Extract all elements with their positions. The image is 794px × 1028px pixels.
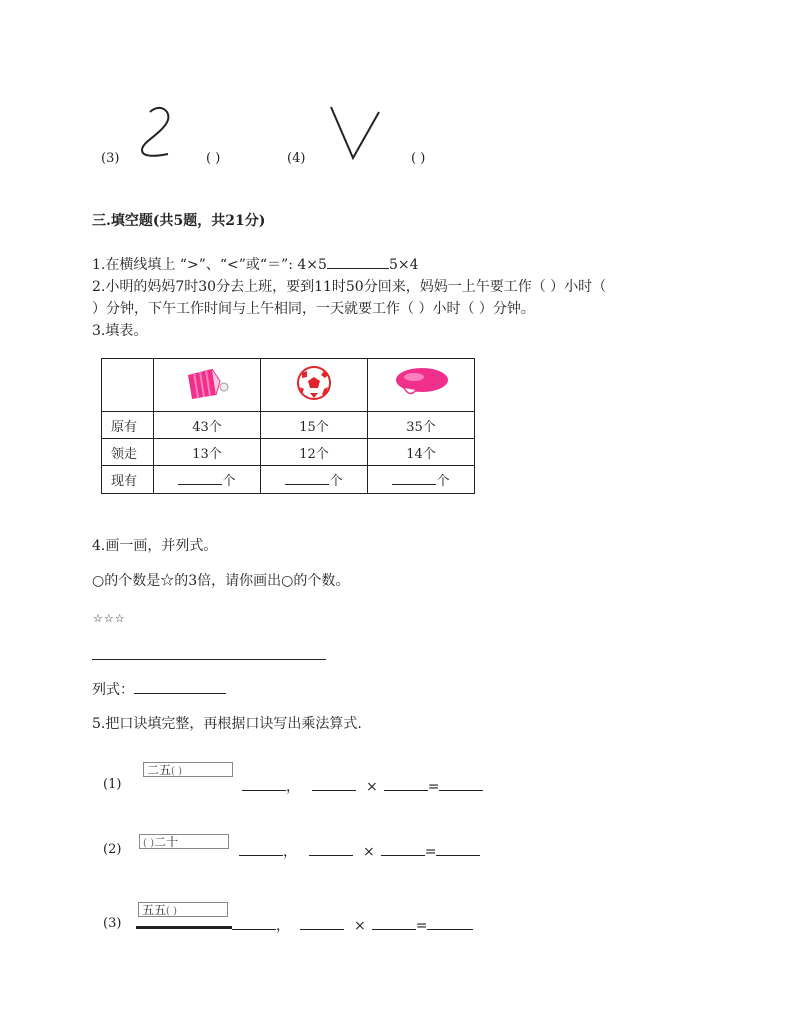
question-4-desc: ○的个数是☆的3倍，请你画出○的个数。: [92, 573, 350, 589]
rhyme-text: 五五: [142, 903, 167, 917]
times-sign: ×: [366, 779, 378, 795]
factor-2-blank[interactable]: [372, 929, 416, 930]
unit-label: 个: [436, 474, 450, 489]
equation-row-2: [239, 842, 480, 862]
table-cell: 12个: [261, 439, 368, 466]
shape-3-label: (3): [101, 151, 120, 166]
soccer-ball-icon: [294, 365, 334, 401]
table-row: [102, 439, 475, 466]
question-1: [92, 255, 418, 275]
rhyme-box-3: [138, 902, 228, 917]
table-cell-answer: [261, 466, 368, 494]
rhyme-text: 二十: [153, 835, 178, 849]
product-blank[interactable]: [439, 790, 483, 791]
table-row: [102, 412, 475, 439]
factor-2-blank[interactable]: [384, 790, 428, 791]
formula-blank[interactable]: [134, 693, 226, 694]
question-5-title: 5.把口诀填完整，再根据口诀写出乘法算式.: [92, 716, 362, 732]
rhyme-answer-blank[interactable]: [242, 790, 286, 791]
table-cell: 14个: [368, 439, 475, 466]
item-3-label: (3): [103, 916, 122, 931]
formula-row: [92, 680, 226, 700]
rhyme-answer-blank[interactable]: [232, 929, 276, 930]
shape-4-answer-paren: ( ): [411, 151, 426, 166]
answer-blank[interactable]: [178, 484, 222, 485]
equation-row-3: [232, 916, 473, 936]
equation-row-1: [242, 777, 483, 797]
factor-2-blank[interactable]: [381, 855, 425, 856]
question-2-line-1: 2.小明的妈妈7时30分去上班，要到11时50分回来，妈妈一上午要工作（ ）小时（: [92, 279, 607, 295]
q1-suffix: 5×4: [388, 257, 419, 273]
table-cell: 43个: [154, 412, 261, 439]
unit-label: 个: [329, 474, 343, 489]
comma: ，: [283, 844, 297, 860]
comma: ，: [286, 779, 300, 795]
question-4-title: 4.画一画，并列式。: [92, 538, 218, 554]
row-label: 领走: [102, 439, 154, 466]
factor-1-blank[interactable]: [312, 790, 356, 791]
unit-label: 个: [222, 474, 236, 489]
product-blank[interactable]: [427, 929, 473, 930]
drawing-line[interactable]: [92, 659, 326, 660]
shuttlecock-icon: [182, 365, 232, 401]
answer-blank[interactable]: [285, 484, 329, 485]
rhyme-blank[interactable]: ( ): [143, 838, 154, 849]
times-sign: ×: [363, 844, 375, 860]
thick-underline: [136, 926, 232, 929]
item-2-label: (2): [103, 842, 122, 857]
table-header-row: [102, 359, 475, 412]
angle-shape-icon: [328, 104, 382, 162]
q1-prefix: 1.在横线填上 “>”、“<”或“＝”: 4×5: [92, 257, 327, 273]
fill-table: [101, 358, 475, 494]
table-tennis-paddle-icon: [392, 366, 450, 400]
section-title: 三.填空题(共5题，共21分): [92, 213, 266, 229]
factor-1-blank[interactable]: [309, 855, 353, 856]
item-1-label: (1): [103, 777, 122, 792]
rhyme-blank[interactable]: ( ): [166, 906, 177, 917]
row-label: 原有: [102, 412, 154, 439]
shape-4-label: (4): [287, 151, 306, 166]
table-cell: 13个: [154, 439, 261, 466]
product-blank[interactable]: [436, 855, 480, 856]
table-cell-answer: [154, 466, 261, 494]
factor-1-blank[interactable]: [300, 929, 344, 930]
soccer-ball-cell: [261, 359, 368, 412]
q1-blank[interactable]: [327, 268, 389, 269]
equals-sign: =: [427, 779, 440, 795]
question-3-title: 3.填表。: [92, 323, 148, 339]
equals-sign: =: [415, 918, 428, 934]
stars-row: ☆☆☆: [93, 612, 126, 625]
rhyme-answer-blank[interactable]: [239, 855, 283, 856]
question-2-line-2: ）分钟，下午工作时间与上午相同，一天就要工作（ ）小时（ ）分钟。: [92, 301, 535, 317]
shuttlecock-cell: [154, 359, 261, 412]
curve-shape-icon: [136, 104, 176, 160]
rhyme-text: 二五: [147, 763, 172, 777]
table-tennis-paddle-cell: [368, 359, 475, 412]
times-sign: ×: [354, 918, 366, 934]
rhyme-box-1: [143, 762, 233, 777]
equals-sign: =: [424, 844, 437, 860]
answer-blank[interactable]: [392, 484, 436, 485]
table-corner-cell: [102, 359, 154, 412]
rhyme-box-2: [139, 834, 229, 849]
table-row: [102, 466, 475, 494]
row-label: 现有: [102, 466, 154, 494]
table-cell: 15个: [261, 412, 368, 439]
comma: ，: [276, 918, 290, 934]
table-cell: 35个: [368, 412, 475, 439]
formula-label: 列式：: [92, 682, 134, 698]
rhyme-blank[interactable]: ( ): [171, 766, 182, 777]
shape-3-answer-paren: ( ): [206, 151, 221, 166]
table-cell-answer: [368, 466, 475, 494]
